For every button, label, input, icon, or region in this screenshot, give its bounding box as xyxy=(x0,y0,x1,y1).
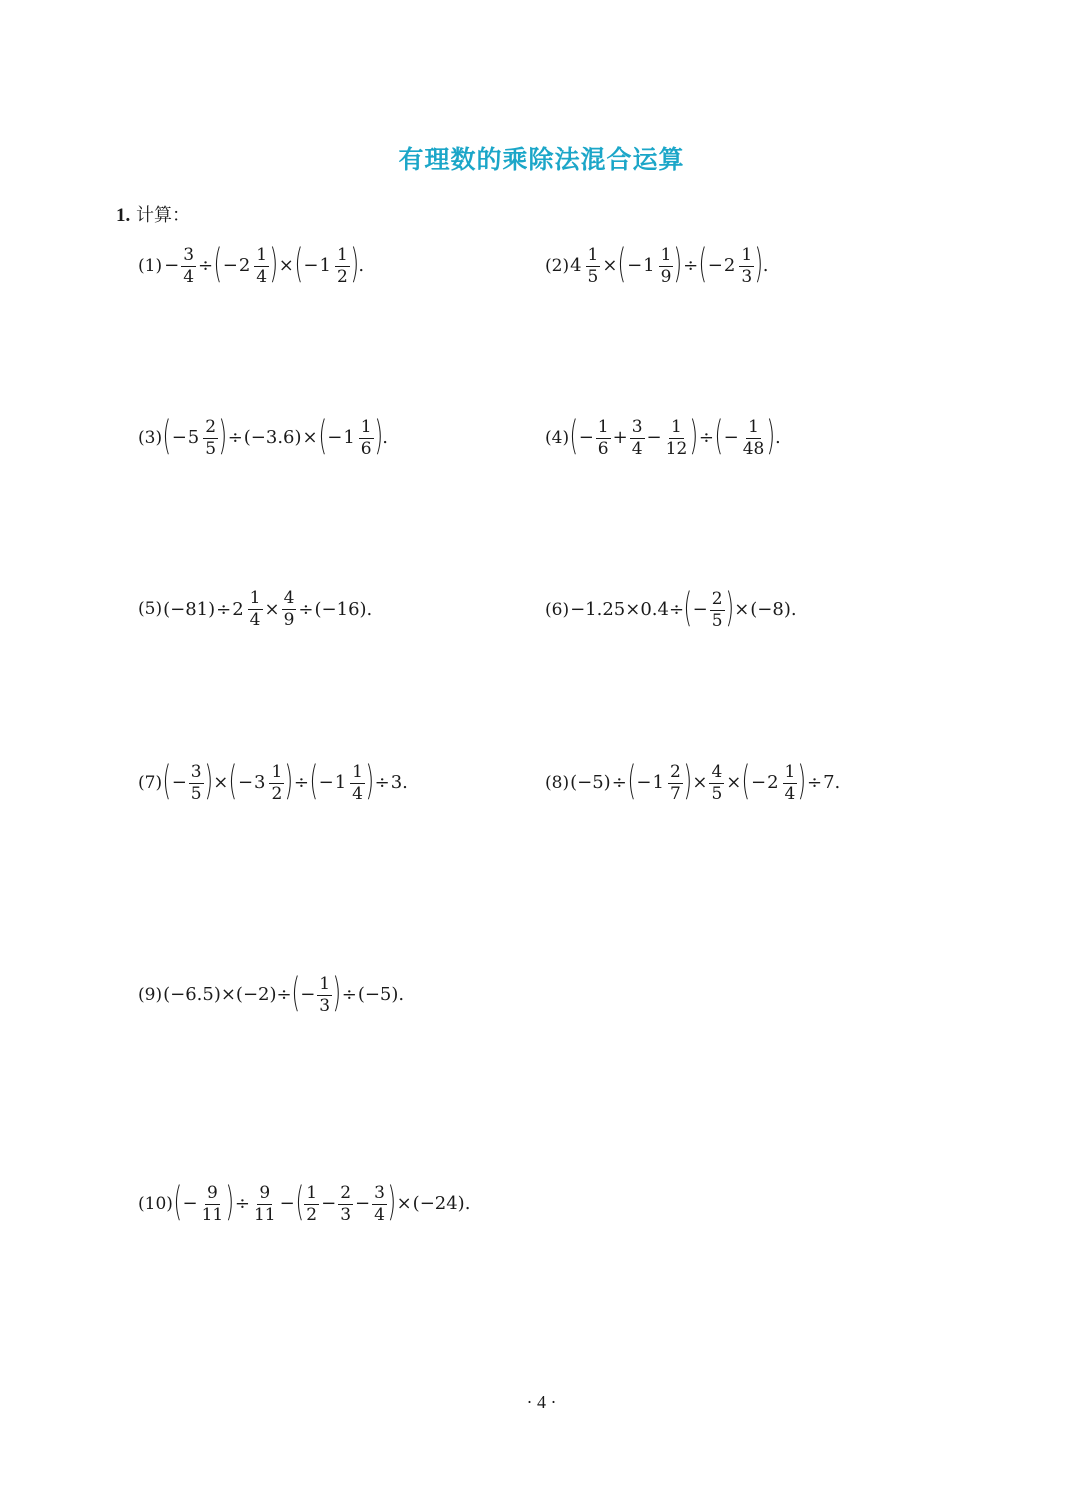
problem-5: (5) (−81) ÷ 2 $\frac{1}{4}$ × $\frac{4}{9}$ ÷ (−16). xyxy=(138,588,373,630)
problem-3: (3) ( − 5 2 5 ) ÷ (−3.6) × ( − 1 1 6 ) . xyxy=(138,413,388,459)
problem-label: (10) xyxy=(138,1193,173,1214)
problem-label: (5) xyxy=(138,599,163,619)
question-label: 计算： xyxy=(135,205,190,226)
problem-4: (4) ( − $\frac{1}{6}$ + $\frac{3}{4}$ − $\frac{1}{12}$ ) ÷ ( − $\frac{1}{48}$ ) . xyxy=(545,413,781,459)
problem-label: (2) xyxy=(545,255,570,276)
page-number: · 4 · xyxy=(526,1392,557,1412)
problem-8: (8) (−5) ÷ ( − 1 2 7 ) × $\frac{4}{5}$ × ( − 2 1 4 ) ÷ 7. xyxy=(545,758,841,804)
problem-label: (1) xyxy=(138,255,163,276)
problem-10: (10) ( − $\frac{9}{11}$ ) ÷ $\frac{9}{11}$ − ( 1 2 − $\frac{2}{3}$ − $\frac{3}{4}$ ) × (−24). xyxy=(138,1179,471,1225)
problem-label: (8) xyxy=(545,772,570,793)
problem-label: (6) xyxy=(545,599,570,620)
problem-label: (3) xyxy=(138,427,163,448)
problem-9: (9) (−6.5)×(−2)÷ ( − $\frac{1}{3}$ ) ÷ (−5). xyxy=(138,970,405,1016)
problem-label: (9) xyxy=(138,984,163,1005)
problem-7: (7) ( − $\frac{3}{5}$ ) × ( − 3 1 2 ) ÷ ( − 1 1 4 ) ÷ 3. xyxy=(138,758,408,804)
problem-label: (7) xyxy=(138,772,163,793)
page-title: 有理数的乘除法混合运算 xyxy=(398,145,685,174)
problem-1: (1) − $\frac{3}{4}$ ÷ ( − 2 1 4 ) × ( − 1 1 2 ) . xyxy=(138,241,365,287)
problem-6: (6) −1.25×0.4÷ ( − $\frac{2}{5}$ ) × (−8). xyxy=(545,585,797,631)
question-number: 1. xyxy=(116,205,131,226)
problem-2: (2) 4 $\frac{1}{5}$ × ( − 1 1 9 ) ÷ ( − 2 1 3 ) . xyxy=(545,241,769,287)
problem-label: (4) xyxy=(545,427,570,448)
question-heading xyxy=(116,201,190,227)
